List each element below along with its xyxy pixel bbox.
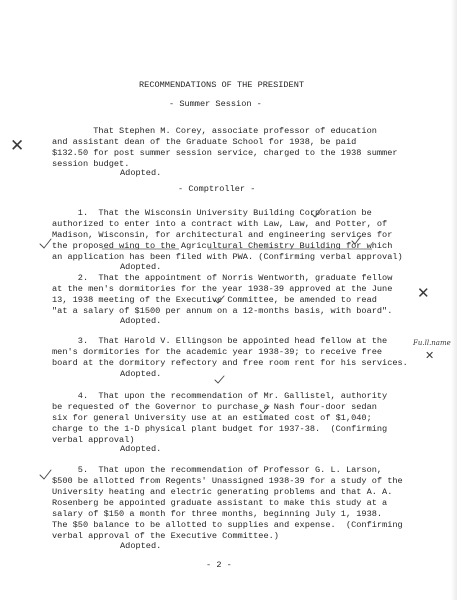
page-title: RECOMMENDATIONS OF THE PRESIDENT (139, 80, 305, 90)
section-heading-summer-session: - Summer Session - (169, 99, 262, 109)
text-line: be requested of the Governor to purchase a Nash four-door sedan (52, 402, 377, 412)
text-line: 1. That the Wisconsin University Building Corporation be (52, 208, 372, 218)
text-line: 2. That the appointment of Norris Wentworth, graduate fellow (52, 273, 393, 283)
check-mark (312, 209, 321, 217)
text-line: 13, 1938 meeting of the Executive Committee, be amended to read (52, 295, 377, 305)
check-mark (352, 236, 361, 244)
text-line: verbal approval of the Executive Committee.) (52, 531, 279, 541)
text-line: an application has been filed with PWA. (Confirming verbal approval) (52, 252, 403, 262)
handwritten-note: Fu.ll.name (413, 339, 451, 347)
text-line: 5. That upon the recommendation of Professor G. L. Larson, (52, 465, 383, 475)
text-line: salary of $150 a month for three months, beginning July 1, 1938. (52, 509, 383, 519)
text-line: That Stephen M. Corey, associate professor of education (52, 126, 377, 136)
text-line: session budget. (52, 159, 130, 169)
handwritten-x-mark-item-2: ✕ (417, 284, 430, 302)
check-mark (40, 239, 51, 248)
adopted-label: Adopted. (120, 316, 162, 326)
text-line: Madison, Wisconsin, for architectural and engineering services for (52, 230, 393, 240)
text-line: the proposed wing to the Agricultural Chemistry Building for which (52, 241, 393, 251)
check-mark (215, 296, 224, 303)
page-number: - 2 - (206, 560, 232, 570)
text-line: board at the dormitory refectory and free room rent for his services. (52, 358, 408, 368)
text-line: men's dormitories for the academic year 1938-39; to receive free (52, 347, 383, 357)
text-line: and assistant dean of the Graduate School for 1938, be paid (52, 137, 357, 147)
adopted-label: Adopted. (120, 168, 162, 178)
adopted-label: Adopted. (120, 262, 162, 272)
section-heading-comptroller: - Comptroller - (178, 184, 256, 194)
text-line: The $50 balance to be allotted to supplies and expense. (Confirming (52, 520, 403, 530)
check-mark (40, 470, 51, 479)
handwritten-x-mark-summer: ✕ (10, 136, 25, 156)
adopted-label: Adopted. (120, 444, 162, 454)
text-line: "at a salary of $1500 per annum on a 12-months basis, with board". (52, 306, 393, 316)
text-line: 4. That upon the recommendation of Mr. Gallistel, authority (52, 391, 388, 401)
handwritten-x-mark-item-3: ✕ (425, 349, 435, 362)
text-line: Rosenberg be appointed graduate assistant to make this study at a (52, 498, 388, 508)
adopted-label: Adopted. (120, 541, 162, 551)
text-line: $132.50 for post summer session service, charged to the 1938 summer (52, 148, 398, 158)
page-edge-shadow (451, 0, 457, 600)
text-line: verbal approval) (52, 435, 135, 445)
check-mark (260, 406, 269, 413)
text-line: authorized to enter into a contract with Law, Law, and Potter, of (52, 219, 388, 229)
adopted-label: Adopted. (120, 369, 162, 379)
text-line: 3. That Harold V. Ellingson be appointed head fellow at the (52, 336, 388, 346)
text-line: at the men's dormitories for the year 1938-39 approved at the June (52, 284, 393, 294)
text-line: $500 be allotted from Regents' Unassigned 1938-39 for a study of the (52, 476, 403, 486)
text-line: University heating and electric generating problems and that A. A. (52, 487, 393, 497)
text-line: charge to the 1-D physical plant budget for 1937-38. (Confirming (52, 424, 388, 434)
check-mark (215, 376, 224, 383)
text-line: six for general University use at an estimated cost of $1,040; (52, 413, 372, 423)
